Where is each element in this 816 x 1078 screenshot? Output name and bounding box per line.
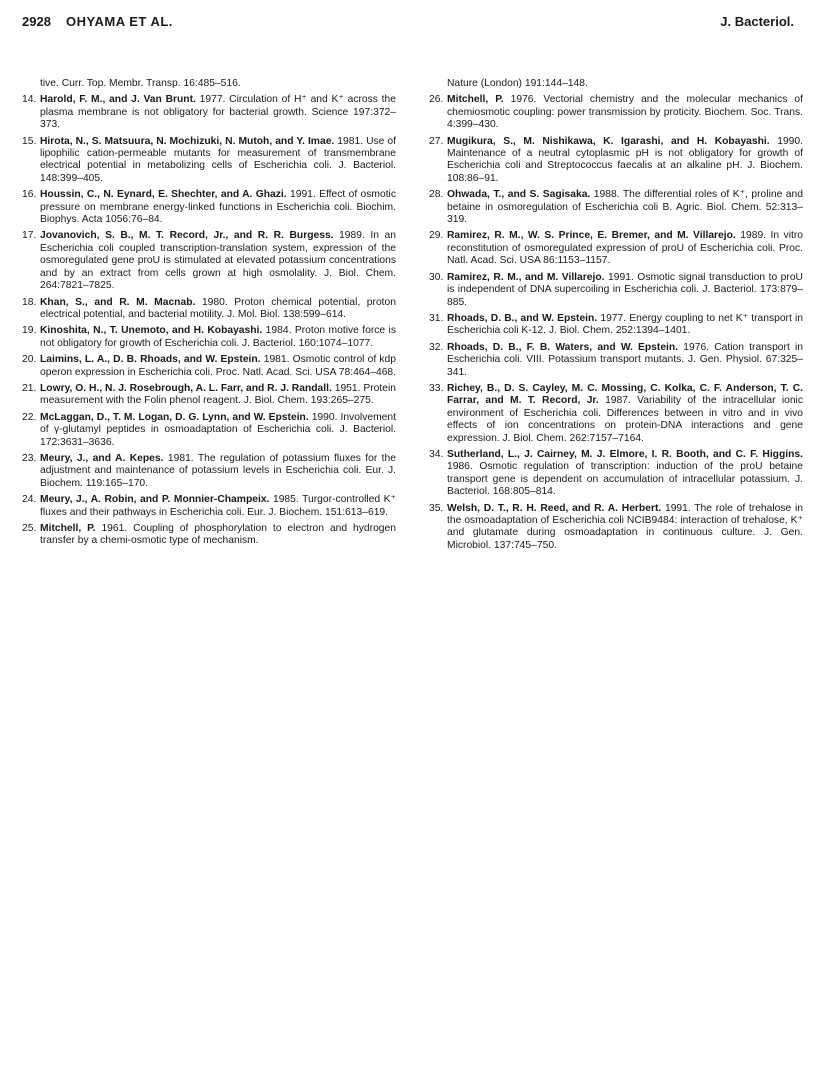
reference-column-right (429, 78, 803, 556)
reference-entry (22, 453, 396, 490)
reference-number: 34. (429, 448, 444, 460)
reference-text: 1989. In vitro reconstitution of osmoregulated expression of proU of Escherichia coli. Proc. Natl. Acad. Sci. USA 86:1153–1157. (447, 230, 803, 267)
reference-entry (429, 230, 803, 267)
reference-text: 1981. The regulation of potassium fluxes for the adjustment and maintenance of potassium levels in Escherichia coli. Eur. J. Biochem. 119:165–170. (40, 452, 396, 489)
reference-number: 21. (22, 382, 37, 394)
reference-entry (22, 230, 396, 292)
reference-text: 1977. Circulation of H⁺ and K⁺ across the plasma membrane is not obligatory for bacterial growth. Science 197:372–373. (40, 94, 396, 131)
reference-entry (429, 342, 803, 379)
reference-entry (22, 383, 396, 408)
reference-authors: Ohwada, T., and S. Sagisaka. (447, 189, 591, 201)
reference-column-left (22, 78, 396, 552)
reference-authors: Mitchell, P. (40, 523, 96, 534)
reference-number: 28. (429, 189, 444, 201)
reference-number: 17. (22, 230, 37, 242)
reference-entry (22, 523, 396, 548)
reference-authors: Mitchell, P. (447, 94, 504, 106)
reference-authors: Rhoads, D. B., F. B. Waters, and W. Epstein. (447, 341, 679, 353)
reference-entry (429, 94, 803, 131)
reference-number: 32. (429, 341, 444, 353)
reference-text: 1981. Osmotic control of kdp operon expression in Escherichia coli. Proc. Natl. Acad. Sci. USA 78:464–468. (40, 354, 397, 378)
reference-entry (22, 189, 396, 226)
reference-text: 1987. Variability of the intracellular ionic environment of Escherichia coli. Differences between in vitro and in vivo effects of ion concentrations on protein-DNA interactions and gene expression. J. Biol. Chem. 262:7157–7164. (447, 395, 803, 444)
reference-authors: Harold, F. M., and J. Van Brunt. (40, 94, 196, 106)
reference-entry (429, 383, 803, 445)
reference-number: 25. (22, 523, 37, 534)
reference-text: 1990. Involvement of γ-glutamyl peptides in osmoadaptation of Escherichia coli. J. Bacteriol. 172:3631–3636. (40, 411, 396, 448)
reference-entry (429, 136, 803, 186)
reference-authors: Jovanovich, S. B., M. T. Record, Jr., and R. R. Burgess. (40, 230, 334, 242)
reference-entry (429, 503, 803, 553)
reference-text: 1991. The role of trehalose in the osmoadaptation of Escherichia coli NCIB9484: interaction of trehalose, K⁺ and glutamate during osmoadaptation in continuous culture. J. Gen. Microbiol. 137:745–750. (447, 502, 804, 551)
reference-text: 1991. Effect of osmotic pressure on membrane energy-linked functions in Escherichia coli. Biochim. Biophys. Acta 1056:76–84. (40, 189, 396, 226)
reference-entry (22, 412, 396, 449)
reference-number: 23. (22, 452, 37, 464)
reference-number: 16. (22, 189, 37, 201)
reference-authors: Houssin, C., N. Eynard, E. Shechter, and A. Ghazi. (40, 189, 287, 201)
reference-text: 1980. Proton chemical potential, proton electrical potential, and bacterial motility. J. Mol. Biol. 138:599–614. (40, 296, 396, 320)
reference-entry (429, 449, 803, 499)
reference-entry (429, 189, 803, 226)
reference-text: 1976. Cation transport in Escherichia coli. VIII. Potassium transport mutants. J. Gen. Physiol. 67:325–341. (447, 341, 804, 378)
reference-text: 1985. Turgor-controlled K⁺ fluxes and their pathways in Escherichia coli. Eur. J. Biochem. 151:613–619. (40, 494, 396, 518)
reference-authors: McLaggan, D., T. M. Logan, D. G. Lynn, and W. Epstein. (40, 411, 309, 423)
reference-authors: Hirota, N., S. Matsuura, N. Mochizuki, N. Mutoh, and Y. Imae. (40, 135, 335, 147)
reference-authors: Sutherland, L., J. Cairney, M. J. Elmore, I. R. Booth, and C. F. Higgins. (447, 448, 803, 460)
reference-authors: Ramirez, R. M., W. S. Prince, E. Bremer, and M. Villarejo. (447, 230, 736, 242)
reference-authors: Lowry, O. H., N. J. Rosebrough, A. L. Farr, and R. J. Randall. (40, 382, 332, 394)
reference-number: 19. (22, 325, 37, 337)
reference-number: 31. (429, 312, 444, 324)
reference-authors: Richey, B., D. S. Cayley, M. C. Mossing, C. Kolka, C. F. Anderson, T. C. Farrar, and M. T. Record, Jr. (447, 382, 803, 407)
journal-name: J. Bacteriol. (720, 14, 794, 29)
reference-number: 33. (429, 382, 444, 394)
reference-entry (22, 354, 396, 379)
reference-text: 1988. The differential roles of K⁺, proline and betaine in osmoregulation of Escherichia coli B. Agric. Biol. Chem. 52:313–319. (447, 189, 803, 226)
reference-text: 1989. In an Escherichia coli coupled transcription-translation system, expression of the osmoregulated gene proU is stimulated at elevated potassium concentrations and by an extract from cells grown at high osmolality. J. Biol. Chem. 264:7821–7825. (40, 230, 396, 292)
reference-number: 20. (22, 354, 37, 366)
reference-number: 18. (22, 296, 37, 308)
reference-text: 1990. Maintenance of a neutral cytoplasmic pH is not obligatory for growth of Escherichia coli and Streptococcus faecalis at an alkaline pH. J. Biochem. 108:86–91. (447, 135, 803, 184)
reference-authors: Kinoshita, N., T. Unemoto, and H. Kobayashi. (40, 325, 263, 337)
reference-text: 1986. Osmotic regulation of transcription: induction of the proU betaine transport gene is dependent on accumulation of intracellular potassium. J. Bacteriol. 168:805–814. (447, 461, 803, 498)
reference-entry (22, 325, 396, 350)
reference-text: 1977. Energy coupling to net K⁺ transport in Escherichia coli K-12. J. Biol. Chem. 252:1394–1401. (447, 312, 804, 337)
reference-number: 14. (22, 94, 37, 106)
reference-number: 29. (429, 230, 444, 242)
reference-entry (22, 297, 396, 322)
reference-number: 26. (429, 94, 444, 106)
reference-number: 15. (22, 135, 37, 147)
reference-text: 1951. Protein measurement with the Folin phenol reagent. J. Biol. Chem. 193:265–275. (40, 382, 396, 407)
reference-text: 1981. Use of lipophilic cation-permeable mutants for measurement of transmembrane electrical potential in metabolizing cells of Escherichia coli. J. Bacteriol. 148:399–405. (40, 135, 396, 184)
reference-text: 1976. Vectorial chemistry and the molecular mechanics of chemiosmotic coupling: power transmission by proticity. Biochem. Soc. Trans. 4:399–430. (447, 94, 803, 131)
reference-continuation: tive. Curr. Top. Membr. Transp. 16:485–516. (40, 78, 241, 89)
reference-number: 30. (429, 271, 444, 283)
reference-authors: Mugikura, S., M. Nishikawa, K. Igarashi, and H. Kobayashi. (447, 135, 770, 147)
reference-entry (429, 313, 803, 338)
reference-authors: Meury, J., and A. Kepes. (40, 452, 164, 464)
reference-entry (429, 272, 803, 309)
reference-number: 22. (22, 411, 37, 423)
reference-continuation: Nature (London) 191:144–148. (447, 78, 588, 89)
reference-number: 35. (429, 502, 444, 514)
reference-authors: Laimins, L. A., D. B. Rhoads, and W. Epstein. (40, 354, 261, 366)
running-header (22, 14, 794, 36)
reference-entry (22, 494, 396, 519)
reference-authors: Meury, J., A. Robin, and P. Monnier-Champeix. (40, 494, 270, 506)
reference-authors: Ramirez, R. M., and M. Villarejo. (447, 271, 605, 283)
reference-text: 1991. Osmotic signal transduction to proU is independent of DNA supercoiling in Escherichia coli. J. Bacteriol. 173:879–885. (447, 271, 803, 308)
reference-entry (22, 136, 396, 186)
reference-text: 1961. Coupling of phosphorylation to electron and hydrogen transfer by a chemi-osmotic type of mechanism. (40, 523, 396, 547)
reference-authors: Rhoads, D. B., and W. Epstein. (447, 312, 598, 324)
reference-authors: Khan, S., and R. M. Macnab. (40, 296, 196, 308)
reference-entry (22, 94, 396, 131)
page-number: 2928 (22, 14, 51, 29)
running-author: OHYAMA ET AL. (66, 14, 173, 29)
reference-number: 27. (429, 135, 444, 147)
reference-authors: Welsh, D. T., R. H. Reed, and R. A. Herbert. (447, 502, 662, 514)
reference-text: 1984. Proton motive force is not obligatory for growth of Escherichia coli. J. Bacteriol. 160:1074–1077. (40, 325, 396, 349)
reference-number: 24. (22, 494, 37, 506)
